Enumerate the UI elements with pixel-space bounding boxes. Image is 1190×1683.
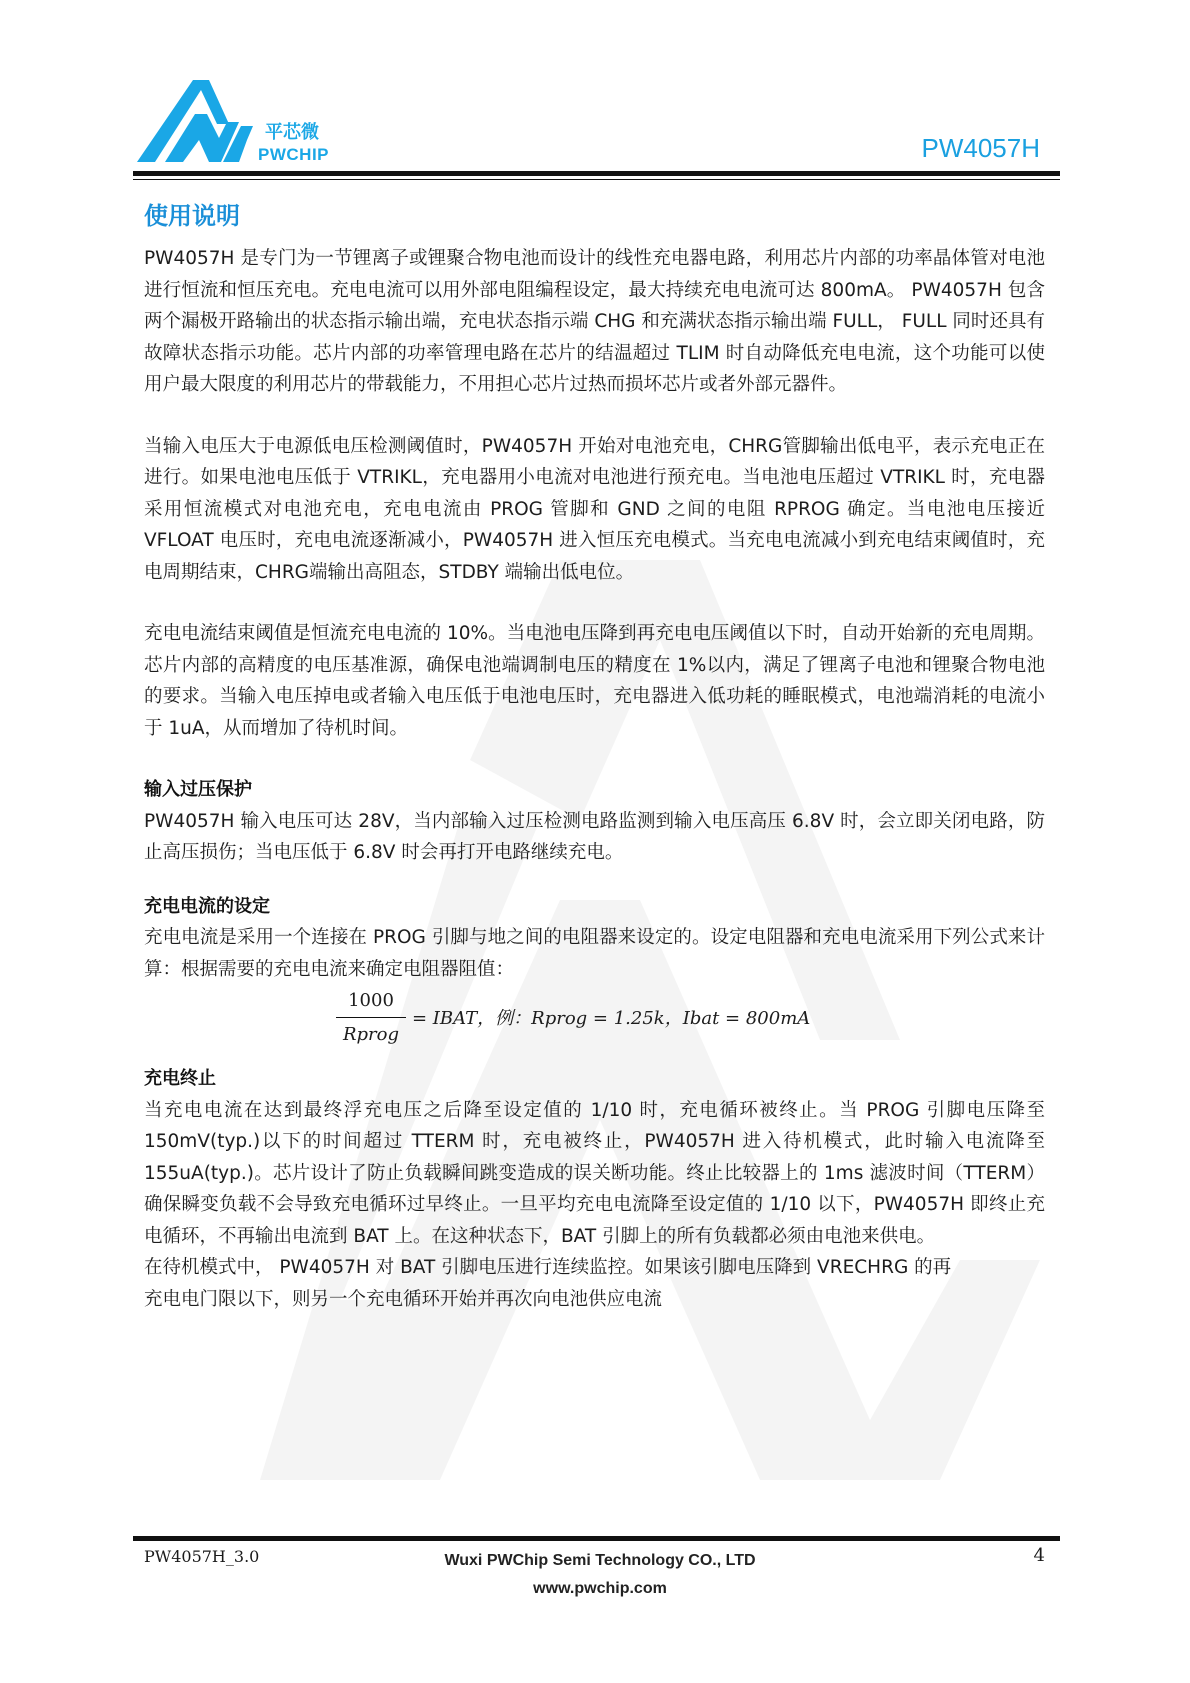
company-website: www.pwchip.com [533, 1580, 667, 1597]
company-name: Wuxi PWChip Semi Technology CO., LTD [444, 1552, 756, 1569]
formula-numerator: 1000 [348, 990, 394, 1011]
paragraph-charging-process: 当输入电压大于电源低电压检测阈值时，PW4057H 开始对电池充电，CHRG管脚输出低电平，表示充电正在进行。如果电池电压低于 VTRIKL，充电器用小电流对电池进行预充电。当电池电压超过 VTRIKL 时，充电器采用恒流模式对电池充电，充电电流由 PROG 管脚和 GND 之间的电阻 RPROG 确定。当电池电压接近 VFLOAT 电压时，充电电流逐渐减小，PW4057H 进入恒压充电模式。当充电电流减小到充电结束阈值时，充电周期结束，CHRG端输出高阻态，STDBY 端输出低电位。 [144, 435, 1045, 583]
charge-current-formula [144, 987, 1045, 1051]
header-rule [133, 171, 1060, 176]
header-rule-thin [133, 179, 1060, 180]
doc-version: PW4057H_3.0 [144, 1547, 260, 1566]
section-title: 使用说明 [144, 202, 240, 230]
formula-fraction-bar [336, 1017, 406, 1018]
paragraph-standby-monitoring: 在待机模式中， PW4057H 对 BAT 引脚电压进行连续监控。如果该引脚电压降到 VRECHRG 的再 [144, 1257, 952, 1278]
part-number: PW4057H [921, 133, 1040, 163]
heading-charge-termination: 充电终止 [144, 1068, 216, 1089]
paragraph-overview: PW4057H 是专门为一节锂离子或锂聚合物电池而设计的线性充电器电路，利用芯片内部的功率晶体管对电池进行恒流和恒压充电。充电电流可以用外部电阻编程设定，最大持续充电电流可达 800mA。 PW4057H 包含两个漏极开路输出的状态指示输出端，充电状态指示端 CHG 和充满状态指示输出端 FULL， FULL 同时还具有故障状态指示功能。芯片内部的功率管理电路在芯片的结温超过 TLIM 时自动降低充电电流，这个功能可以使用户最大限度的利用芯片的带载能力，不用担心芯片过热而损坏芯片或者外部元器件。 [144, 248, 1045, 395]
paragraph-current-setting: 充电电流是采用一个连接在 PROG 引脚与地之间的电阻器来设定的。设定电阻器和充电电流采用下列公式来计算：根据需要的充电电流来确定电阻器阻值： [144, 927, 1045, 980]
page-number: 4 [1033, 1545, 1045, 1566]
paragraph-termination-threshold: 充电电流结束阈值是恒流充电电流的 10%。当电池电压降到再充电电压阈值以下时，自动开始新的充电周期。芯片内部的高精度的电压基准源，确保电池端调制电压的精度在 1%以内，满足了锂离子电池和锂聚合物电池的要求。当输入电压掉电或者输入电压低于电池电压时，充电器进入低功耗的睡眠模式，电池端消耗的电流小于 1uA，从而增加了待机时间。 [144, 623, 1045, 739]
heading-overvoltage-protection: 输入过压保护 [144, 779, 252, 800]
formula-fraction [336, 987, 406, 1049]
paragraph-recharge-cycle: 充电电门限以下，则另一个充电循环开始并再次向电池供应电流 [144, 1288, 663, 1310]
logo-chinese-name: 平芯微 [265, 122, 319, 143]
paragraph-charge-termination: 当充电电流在达到最终浮充电压之后降至设定值的 1/10 时，充电循环被终止。当 PROG 引脚电压降至 150mV(typ.)以下的时间超过 TTERM 时，充电被终止，PW4057H 进入待机模式，此时输入电流降至 155uA(typ.)。芯片设计了防止负载瞬间跳变造成的误关断功能。终止比较器上的 1ms 滤波时间（TTERM）确保瞬变负载不会导致充电循环过早终止。一旦平均充电电流降至设定值的 1/10 以下，PW4057H 即终止充电循环，不再输出电流到 BAT 上。在这种状态下，BAT 引脚上的所有负载都必须由电池来供电。 [144, 1099, 1045, 1247]
heading-current-setting: 充电电流的设定 [144, 895, 270, 917]
formula-expression: = IBAT，例：Rprog = 1.25k，Ibat = 800mA [412, 1008, 811, 1029]
footer-rule [133, 1536, 1060, 1541]
page-content [144, 243, 1045, 1315]
formula-denominator: Rprog [342, 1024, 400, 1045]
paragraph-overvoltage-protection: PW4057H 输入电压可达 28V，当内部输入过压检测电路监测到输入电压高压 6.8V 时，会立即关闭电路，防止高压损伤；当电压低于 6.8V 时会再打开电路继续充电。 [144, 810, 1045, 863]
footer-company-block [400, 1547, 800, 1603]
logo-english-name: PWCHIP [258, 145, 329, 164]
